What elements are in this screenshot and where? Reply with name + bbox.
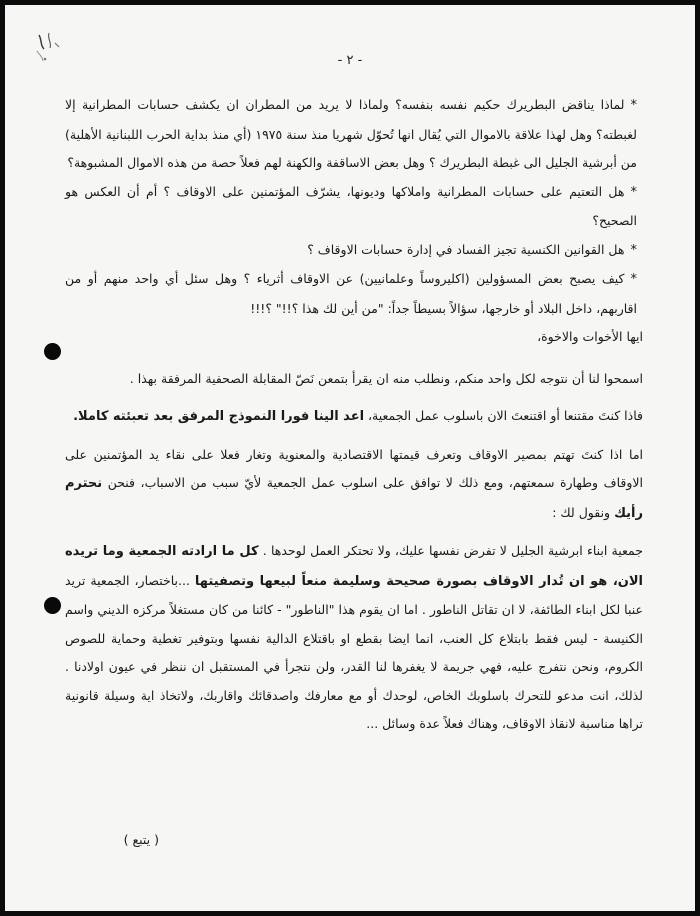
question-item: *هل القوانين الكنسية تجيز الفساد في إدارة حسابات الاوقاف ؟ bbox=[307, 241, 637, 258]
concerned-paragraph: اما اذا كنتَ تهتم بمصير الاوقاف وتعرف قيمتها الاقتصادية والمعنوية وتغار فعلا على نقاء يد المؤتمنين على الاوقاف وطهارة سمعتهم، ومع ذلك لا توافق على اسلوب عمل الجمعية لأيّ سبب من الاسباب، فنحن نحترم رأيك ونقول لك : bbox=[65, 446, 643, 521]
document-page bbox=[5, 5, 695, 911]
question-item: *لماذا يناقض البطريرك حكيم نفسه بنفسه؟ ولماذا لا يريد من المطران ان يكشف حسابات المطرانية إلا لغبطته؟ وهل لهذا علاقة بالاموال التي يُقال انها تُحوّل شهريا منذ سنة ١٩٧٥ (أي منذ بداية الحرب اللبنانية الأهلية) من أبرشية الجليل الى غبطة البطريرك ؟ وهل بعض الاساقفة والكهنة لهم فعلاً حصة من هذه الاموال المشبوهة؟ bbox=[65, 97, 637, 170]
return-form-instruction: اعد الينا فورا النموذج المرفق بعد تعبئته كاملا. bbox=[73, 409, 365, 424]
letter-body bbox=[65, 91, 643, 748]
page-number: - ٢ - bbox=[337, 53, 363, 68]
bullet-asterisk: * bbox=[630, 242, 637, 258]
continued-marker: ( يتبع ) bbox=[123, 832, 159, 847]
bullet-asterisk: * bbox=[630, 98, 637, 113]
respect-opinion-phrase: نحترم رأيك bbox=[65, 476, 643, 521]
bullet-asterisk: * bbox=[630, 272, 637, 287]
question-item: *كيف يصبح بعض المسؤولين (اكليروساً وعلمانيين) عن الاوقاف أثرياء ؟ وهل سئل أي واحد منهم أو من اقاربهم، داخل البلاد أو خارجها، سؤالاً بسيطاً جداً: "من أين لك هذا ؟!!" ؟!!! bbox=[65, 271, 637, 316]
intro-paragraph: اسمحوا لنا أن نتوجه لكل واحد منكم، ونطلب منه ان يقرأ بتمعن نَصّ المقابلة الصحفية المرفقة بهذا . bbox=[129, 370, 643, 386]
association-goal-statement: كل ما ارادته الجمعية وما تريده الان، هو ان تُدار الاوقاف بصورة صحيحة وسليمة منعاً لبيعها وتصفيتها bbox=[65, 544, 643, 589]
convinced-paragraph: فاذا كنتَ مقتنعا أو اقتنعتَ الان باسلوب عمل الجمعية، اعد الينا فورا النموذج المرفق بعد تعبئته كاملا. bbox=[73, 408, 643, 424]
question-item: *هل التعتيم على حسابات المطرانية واملاكها وديونها، يشرّف المؤتمنين على الاوقاف ؟ أم أن العكس هو الصحيح؟ bbox=[65, 183, 637, 228]
greeting: ايها الأخوات والاخوة، bbox=[537, 329, 643, 344]
bullet-asterisk: * bbox=[630, 184, 637, 200]
final-paragraph: جمعية ابناء ابرشية الجليل لا تفرض نفسها عليك، ولا تحتكر العمل لوحدها . كل ما ارادته الجمعية وما تريده الان، هو ان تُدار الاوقاف بصورة صحيحة وسليمة منعاً لبيعها وتصفيتها ...باختصار، الجمعية تريد عنبا لكل ابناء الطائفة، لا ان تقاتل الناطور . اما ان يقوم هذا "الناطور" - كائنا من كان مستغلاً مركزه الديني واسم الكنيسة - ليس فقط بابتلاع كل العنب، انما ايضا بقطع او باقتلاع الدالية نفسها وبتوفير تغطية وحماية للصوص الكروم، ونحن نتفرج عليه، فهي جريمة لا يغفرها لنا القدر، ولن نتجرأ في المستقبل ان ننظر في عيون اولادنا . لذلك، انت مدعو للتحرك باسلوبك الخاص، لوحدك أو مع معارفك واصدقائك واقاربك، ولاتخاذ اية وسيلة قانونية تراها مناسبة لانقاذ الاوقاف، وهناك فعلاً عدة وسائل ... bbox=[65, 543, 643, 731]
punch-hole-top bbox=[44, 343, 61, 360]
punch-hole-bottom bbox=[44, 597, 61, 614]
